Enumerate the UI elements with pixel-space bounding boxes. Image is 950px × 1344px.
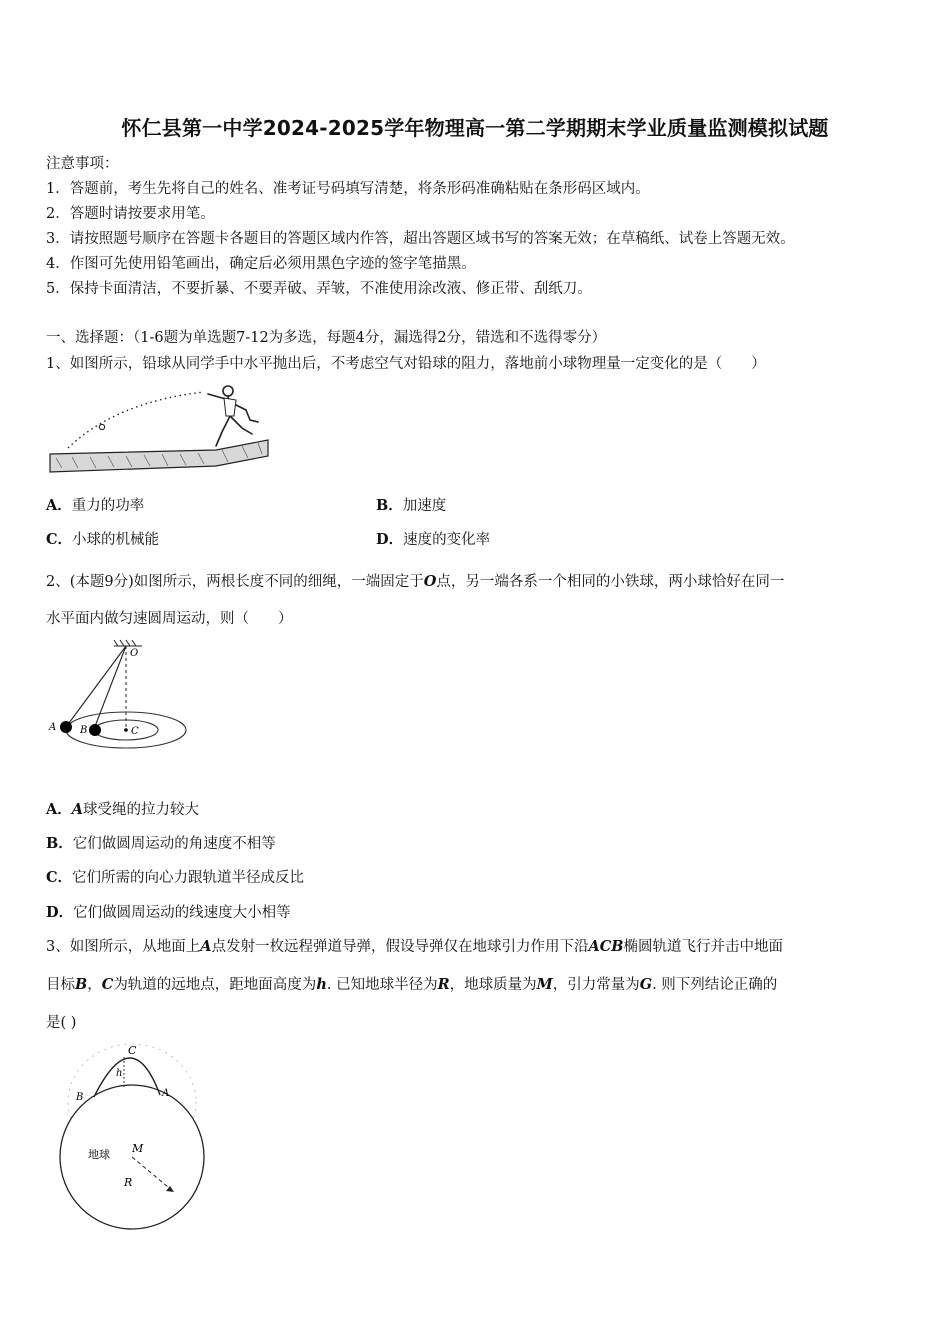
q2-stem-part-2: 点，另一端各系一个相同的小铁球，两小球恰好在同一	[436, 574, 785, 590]
q2-option-b[interactable]	[46, 832, 276, 853]
q3-l1-point-a: A	[200, 938, 212, 955]
q3-l2-part-1: 目标	[46, 977, 75, 993]
q2-label-b: B	[80, 725, 88, 736]
q3-label-r: R	[124, 1176, 133, 1189]
q1-stem: 1、如图所示，铅球从同学手中水平抛出后，不考虑空气对铅球的阻力，落地前小球物理量一定变化的是（ ）	[46, 356, 766, 372]
q3-l1-orbit-acb: ACB	[588, 938, 624, 955]
q2-label-o: O	[130, 648, 139, 659]
q3-l2-height-h: h	[316, 976, 327, 993]
q3-earth-orbit-figure	[46, 1040, 206, 1230]
q2-option-d-text: 它们做圆周运动的线速度大小相等	[73, 905, 291, 921]
q2-option-b-letter: B．	[46, 835, 73, 852]
q3-label-c: C	[128, 1044, 137, 1057]
notice-item-3: 3．请按照题号顺序在答题卡各题目的答题区域内作答，超出答题区域书写的答案无效；在草稿纸、试卷上答题无效。	[46, 231, 795, 247]
q3-stem-line-3: 是( )	[46, 1015, 77, 1031]
q2-pendulum-figure	[46, 638, 196, 760]
q1-option-b-letter: B．	[376, 497, 403, 514]
q1-option-c[interactable]	[46, 528, 159, 549]
q2-option-c-letter: C．	[46, 869, 73, 886]
q3-stem-line-2	[46, 973, 777, 994]
q1-option-c-text: 小球的机械能	[72, 532, 160, 548]
q2-label-c: C	[131, 726, 139, 737]
q3-label-a: A	[162, 1088, 170, 1099]
q1-option-c-letter: C．	[46, 531, 73, 548]
q3-label-h: h	[116, 1068, 123, 1079]
q1-option-d[interactable]	[376, 528, 490, 549]
q2-option-d[interactable]	[46, 901, 291, 922]
q3-label-earth: 地球	[88, 1148, 110, 1161]
notice-item-5: 5．保持卡面清洁，不要折暴、不要弄破、弄皱，不准使用涂改液、修正带、刮纸刀。	[46, 281, 592, 297]
q2-option-c-text: 它们所需的向心力跟轨道半径成反比	[72, 870, 305, 886]
q3-l1-part-3: 椭圆轨道飞行并击中地面	[623, 939, 784, 955]
q2-option-a-text: 球受绳的拉力较大	[83, 802, 200, 818]
q2-stem-part-1: 2、(本题9分)如图所示，两根长度不同的细绳，一端固定于	[46, 574, 424, 590]
q3-l2-point-c: C	[101, 976, 114, 993]
q2-stem-line-2: 水平面内做匀速圆周运动，则（ ）	[46, 611, 293, 627]
q2-stem-point-o: O	[423, 573, 437, 590]
q3-l2-point-b: B	[75, 976, 88, 993]
q2-option-c[interactable]	[46, 866, 304, 887]
q1-option-b-text: 加速度	[402, 498, 447, 514]
q1-shotput-figure	[46, 380, 271, 478]
q1-option-d-letter: D．	[376, 531, 404, 548]
q3-l2-constant-g: G	[639, 976, 653, 993]
q3-l2-part-2: ，	[87, 977, 102, 993]
q2-option-a-letter: A．	[46, 801, 72, 818]
q1-option-d-text: 速度的变化率	[403, 532, 491, 548]
q2-option-a[interactable]	[46, 798, 199, 819]
q2-option-d-letter: D．	[46, 904, 74, 921]
q2-stem-line-1	[46, 570, 784, 591]
q3-label-b: B	[76, 1092, 84, 1103]
q3-l2-part-3: 为轨道的远地点，距地面高度为	[113, 977, 317, 993]
q3-l2-mass-m: M	[536, 976, 553, 993]
q2-option-a-italic: A	[71, 801, 84, 818]
q3-l2-radius-r: R	[437, 976, 450, 993]
q3-l1-part-1: 3、如图所示，从地面上	[46, 939, 201, 955]
q1-option-a-text: 重力的功率	[71, 498, 145, 514]
notice-heading: 注意事项：	[46, 156, 119, 172]
q3-l2-part-6: ，引力常量为	[552, 977, 640, 993]
q3-stem-line-1	[46, 935, 783, 956]
q3-l1-part-2: 点发射一枚远程弹道导弹，假设导弹仅在地球引力作用下沿	[211, 939, 589, 955]
notice-item-1: 1．答题前，考生先将自己的姓名、准考证号码填写清楚，将条形码准确粘贴在条形码区域内。	[46, 181, 650, 197]
notice-item-4: 4．作图可先使用铅笔画出，确定后必须用黑色字迹的签字笔描黑。	[46, 256, 476, 272]
q1-option-a-letter: A．	[46, 497, 72, 514]
section-heading: 一、选择题：（1-6题为单选题7-12为多选，每题4分，漏选得2分，错选和不选得零分）	[46, 330, 607, 346]
q3-l2-part-7: . 则下列结论正确的	[652, 977, 778, 993]
q2-label-a: A	[49, 722, 57, 733]
q2-option-b-text: 它们做圆周运动的角速度不相等	[72, 836, 276, 852]
q3-l2-part-5: ，地球质量为	[449, 977, 537, 993]
page-title: 怀仁县第一中学2024-2025学年物理高一第二学期期末学业质量监测模拟试题	[121, 116, 829, 140]
notice-item-2: 2．答题时请按要求用笔。	[46, 206, 215, 222]
q3-label-m: M	[132, 1142, 144, 1155]
q3-l2-part-4: . 已知地球半径为	[326, 977, 438, 993]
q1-option-a[interactable]	[46, 494, 144, 515]
q1-option-b[interactable]	[376, 494, 446, 515]
